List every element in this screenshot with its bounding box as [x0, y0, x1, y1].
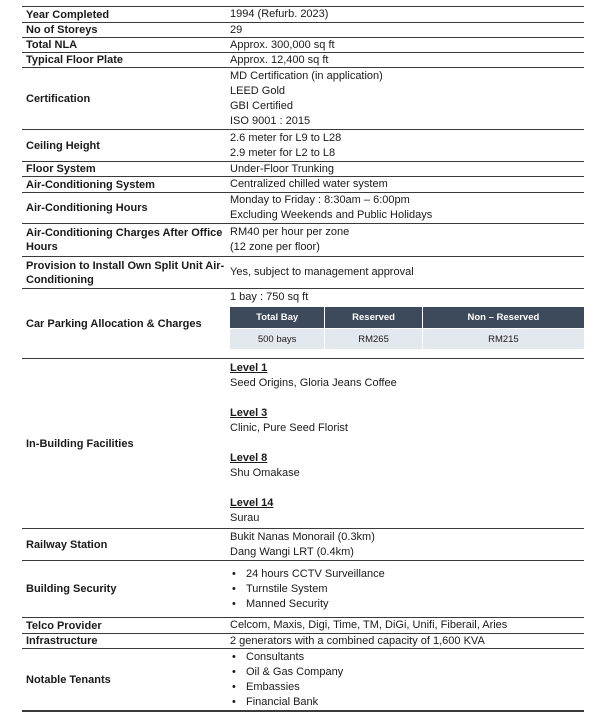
- value-infrastructure: 2 generators with a combined capacity of 1,600 KVA: [230, 634, 485, 647]
- cert-line: LEED Gold: [230, 84, 286, 97]
- tenants-list: [230, 650, 584, 710]
- label-storeys: No of Storeys: [26, 24, 98, 36]
- value-ac-charges: [230, 224, 584, 256]
- tenant-item: • Embassies: [230, 680, 584, 695]
- facility-desc: Surau: [230, 512, 260, 524]
- facility-desc: Clinic, Pure Seed Florist: [230, 422, 348, 434]
- value-split-unit: Yes, subject to management approval: [230, 266, 414, 278]
- railway-line: Bukit Nanas Monorail (0.3km): [230, 530, 375, 543]
- parking-cell-reserved: RM265: [325, 329, 423, 350]
- row-ac-hours: [22, 192, 584, 223]
- label-telco: Telco Provider: [26, 619, 102, 632]
- facility-block: [230, 406, 584, 436]
- row-parking: [22, 288, 584, 358]
- cert-line: MD Certification (in application): [230, 69, 383, 82]
- facility-level: Level 3: [230, 407, 268, 419]
- facility-level: Level 1: [230, 362, 268, 374]
- value-floor-plate: Approx. 12,400 sq ft: [230, 53, 329, 66]
- label-facilities: In-Building Facilities: [26, 437, 134, 450]
- facility-level: Level 8: [230, 452, 268, 464]
- ac-hours-line: Monday to Friday : 8:30am – 6:00pm: [230, 194, 410, 206]
- value-ceiling-height: [230, 130, 584, 161]
- value-railway: [230, 529, 584, 560]
- label-parking: Car Parking Allocation & Charges: [26, 317, 202, 330]
- value-security: [230, 561, 584, 617]
- parking-ratio: 1 bay : 750 sq ft: [230, 291, 309, 303]
- parking-cell-total: 500 bays: [230, 329, 325, 350]
- label-railway: Railway Station: [26, 538, 108, 551]
- value-certification: [230, 68, 584, 129]
- facility-block: [230, 361, 584, 391]
- parking-header-total: Total Bay: [230, 307, 325, 329]
- label-ac-hours: Air-Conditioning Hours: [26, 202, 148, 214]
- value-ac-system: Centralized chilled water system: [230, 178, 388, 190]
- value-ac-hours: [230, 193, 584, 223]
- label-ac-system: Air-Conditioning System: [26, 178, 155, 191]
- parking-cell-non-reserved: RM215: [422, 329, 584, 350]
- row-security: [22, 560, 584, 617]
- value-floor-system: Under-Floor Trunking: [230, 162, 334, 175]
- label-floor-system: Floor System: [26, 163, 96, 175]
- facility-level: Level 14: [230, 497, 274, 509]
- row-infrastructure: [22, 633, 584, 648]
- label-floor-plate: Typical Floor Plate: [26, 54, 123, 66]
- row-railway: [22, 528, 584, 560]
- label-ac-charges: Air-Conditioning Charges After Office Hours: [26, 227, 223, 253]
- facility-block: [230, 496, 584, 526]
- ac-hours-line: Excluding Weekends and Public Holidays: [230, 209, 433, 221]
- label-infrastructure: Infrastructure: [26, 635, 98, 647]
- security-item: • 24 hours CCTV Surveillance: [230, 567, 584, 582]
- ac-charges-line: RM40 per hour per zone: [230, 226, 350, 238]
- value-nla: Approx. 300,000 sq ft: [230, 38, 335, 51]
- facility-block: [230, 451, 584, 481]
- parking-header-non-reserved: Non – Reserved: [422, 307, 584, 329]
- label-nla: Total NLA: [26, 39, 78, 51]
- label-year-completed: Year Completed: [26, 8, 110, 21]
- value-facilities: [230, 359, 584, 528]
- row-floor-plate: [22, 52, 584, 67]
- row-year-completed: [22, 6, 584, 22]
- railway-line: Dang Wangi LRT (0.4km): [230, 545, 354, 558]
- parking-header-reserved: Reserved: [325, 307, 423, 329]
- facility-desc: Shu Omakase: [230, 467, 300, 479]
- tenant-item: • Oil & Gas Company: [230, 665, 584, 680]
- security-list: [230, 567, 584, 612]
- cert-line: ISO 9001 : 2015: [230, 114, 311, 127]
- label-security: Building Security: [26, 583, 117, 595]
- row-split-unit: [22, 256, 584, 288]
- row-facilities: [22, 358, 584, 528]
- value-tenants: [230, 649, 584, 710]
- value-parking: [230, 289, 584, 358]
- ceiling-line: 2.6 meter for L9 to L28: [230, 131, 342, 144]
- cert-line: GBI Certified: [230, 99, 293, 112]
- row-ac-system: [22, 176, 584, 192]
- tenant-item: • Consultants: [230, 650, 584, 665]
- label-certification: Certification: [26, 92, 91, 105]
- security-item: • Manned Security: [230, 597, 584, 612]
- label-tenants: Notable Tenants: [26, 673, 111, 686]
- row-certification: [22, 67, 584, 129]
- row-floor-system: [22, 161, 584, 176]
- row-telco: [22, 617, 584, 633]
- row-storeys: [22, 22, 584, 37]
- facility-desc: Seed Origins, Gloria Jeans Coffee: [230, 377, 397, 389]
- row-ac-charges: [22, 223, 584, 256]
- label-ceiling-height: Ceiling Height: [26, 139, 100, 152]
- ceiling-line: 2.9 meter for L2 to L8: [230, 146, 336, 159]
- label-split-unit: Provision to Install Own Split Unit Air-Conditioning: [26, 259, 225, 286]
- row-tenants: [22, 648, 584, 712]
- value-telco: Celcom, Maxis, Digi, Time, TM, DiGi, Unifi, Fiberail, Aries: [230, 619, 508, 631]
- value-storeys: 29: [230, 23, 243, 36]
- parking-charges-table: [230, 307, 585, 349]
- security-item: • Turnstile System: [230, 582, 584, 597]
- value-year-completed: 1994 (Refurb. 2023): [230, 8, 329, 20]
- tenant-item: • Financial Bank: [230, 695, 584, 710]
- row-ceiling-height: [22, 129, 584, 161]
- row-nla: [22, 37, 584, 52]
- ac-charges-line: (12 zone per floor): [230, 241, 320, 253]
